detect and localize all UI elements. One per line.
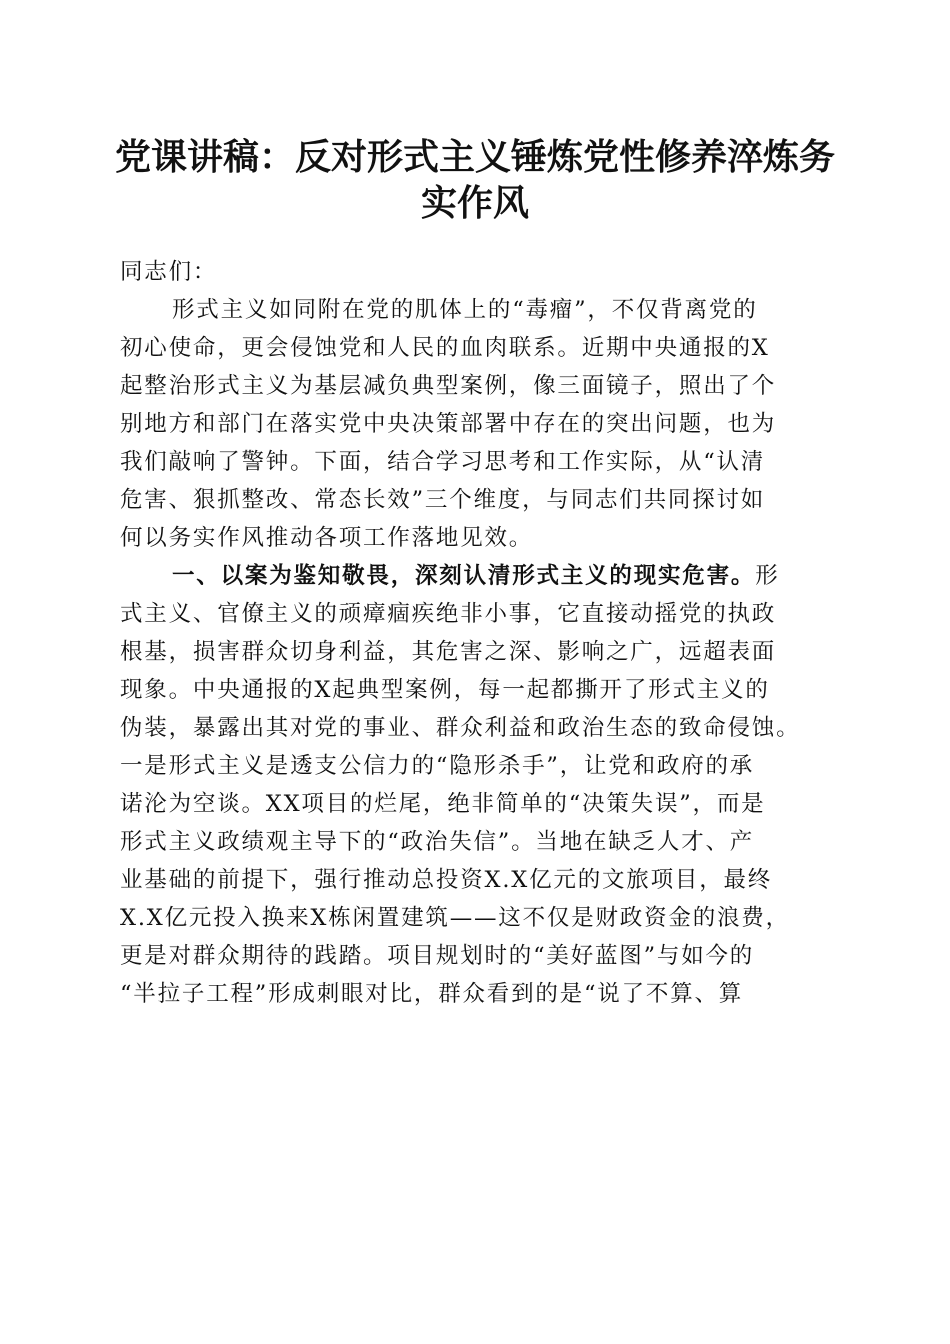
section-line: 诺沦为空谈。XX项目的烂尾，绝非简单的“决策失误”，而是 [120,791,766,817]
paragraph-line: 初心使命，更会侵蚀党和人民的血肉联系。近期中央通报的X [120,335,770,361]
paragraph-line: 别地方和部门在落实党中央决策部署中存在的突出问题，也为 [120,411,777,437]
section-heading: 一、以案为鉴知敬畏，深刻认清形式主义的现实危害。 [172,563,756,589]
section-line: 伪装，暴露出其对党的事业、群众利益和政治生态的致命侵蚀。 [120,715,801,741]
paragraph-line: 危害、狠抓整改、常态长效”三个维度，与同志们共同探讨如 [120,487,766,513]
paragraph-line: 我们敲响了警钟。下面，结合学习思考和工作实际，从“认清 [120,449,766,475]
greeting: 同志们： [120,259,218,285]
section-line: 业基础的前提下，强行推动总投资X.X亿元的文旅项目，最终 [120,867,773,893]
section-line: 更是对群众期待的践踏。项目规划时的“美好蓝图”与如今的 [120,943,755,969]
section-line: 现象。中央通报的X起典型案例，每一起都撕开了形式主义的 [120,677,770,703]
section-line: 一是形式主义是透支公信力的“隐形杀手”，让党和政府的承 [120,753,755,779]
title-line-1: 党课讲稿：反对形式主义锤炼党性修养淬炼务 [114,136,835,178]
section-line: X.X亿元投入换来X栋闲置建筑——这不仅是财政资金的浪费， [120,905,790,931]
document-title [100,134,850,226]
section-line: 形式主义政绩观主导下的“政治失信”。当地在缺乏人才、产 [120,829,755,855]
section-line: “半拉子工程”形成刺眼对比，群众看到的是“说了不算、算 [120,981,744,1007]
paragraph-line: 起整治形式主义为基层减负典型案例，像三面镜子，照出了个 [120,373,777,399]
paragraph-line: 何以务实作风推动各项工作落地见效。 [120,525,534,551]
document-body [120,253,832,1013]
section-line: 式主义、官僚主义的顽瘴痼疾绝非小事，它直接动摇党的执政 [120,601,777,627]
section-line: 根基，损害群众切身利益，其危害之深、影响之广，远超表面 [120,639,777,665]
title-line-2: 实作风 [420,182,529,224]
section-heading-tail: 形 [755,563,780,589]
paragraph-line: 形式主义如同附在党的肌体上的“毒瘤”，不仅背离党的 [172,297,758,323]
section-heading-line [120,557,832,595]
